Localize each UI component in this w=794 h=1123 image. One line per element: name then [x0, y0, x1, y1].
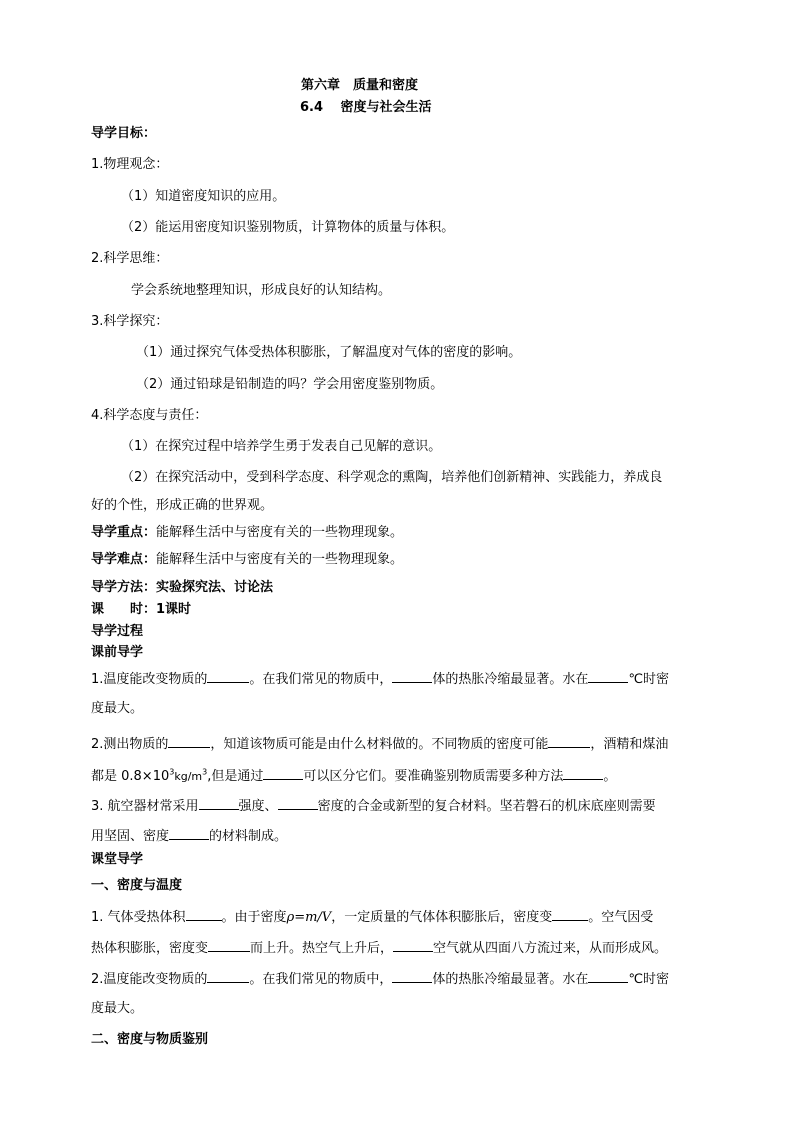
- section-density-identification: 二、密度与物质鉴别: [91, 1032, 209, 1047]
- pre-q2-line2: 都是 $0.8\times 10^3kg/m^3$,但是通过 可以区分它们。要准确鉴别物质需要多种方法 。: [91, 767, 617, 784]
- difficulty-text: 能解释生活中与密度有关的一些物理现象。: [156, 552, 404, 567]
- goal-4b-line2: 好的个性，形成正确的世界观。: [91, 498, 274, 513]
- section-title: 6.4 密度与社会生活: [300, 100, 432, 115]
- section-density-temperature: 一、密度与温度: [91, 878, 183, 893]
- difficulty-label: 导学难点：: [91, 552, 157, 567]
- class-q2-line1: 2.温度能改变物质的 。在我们常见的物质中， 体的热胀冷缩最显著。水在 ℃时密: [91, 972, 670, 987]
- pre-q3-line2: 用坚固、密度 的材料制成。: [91, 829, 288, 844]
- answer-blank[interactable]: [392, 670, 432, 683]
- goal-4b-line1: （2）在探究活动中，受到科学态度、科学观念的熏陶，培养他们创新精神、实践能力，养成良: [121, 470, 663, 485]
- goal-1b: （2）能运用密度知识鉴别物质，计算物体的质量与体积。: [121, 220, 455, 235]
- key-point-label: 导学重点：: [91, 525, 157, 540]
- goal-3b: （2）通过铅球是铅制造的吗？学会用密度鉴别物质。: [136, 377, 444, 392]
- period: 课 时：1课时: [91, 602, 192, 617]
- class-q1-line2: 热体积膨胀，密度变 而上升。热空气上升后， 空气就从四面八方流过来，从而形成风。: [91, 941, 668, 956]
- process-heading: 导学过程: [91, 624, 144, 639]
- key-point: [91, 525, 403, 541]
- class-q2-line2: 度最大。: [91, 1001, 144, 1016]
- answer-blank[interactable]: [199, 797, 239, 810]
- answer-blank[interactable]: [588, 970, 628, 983]
- goal-4: 4.科学态度与责任：: [91, 408, 208, 423]
- pre-q2-line1: 2.测出物质的 ，知道该物质可能是由什么材料做的。不同物质的密度可能 ，酒精和煤油: [91, 737, 669, 752]
- answer-blank[interactable]: [278, 797, 318, 810]
- answer-blank[interactable]: [552, 908, 588, 921]
- class-q1-line1: 1. 气体受热体积 。由于密度ρ=m/V，一定质量的气体体积膨胀后，密度变 。空气因受: [91, 910, 654, 925]
- answer-blank[interactable]: [168, 735, 210, 748]
- goals-heading: 导学目标：: [91, 126, 157, 141]
- goal-1: 1.物理观念：: [91, 157, 169, 172]
- answer-blank[interactable]: [393, 939, 433, 952]
- classroom-heading: 课堂导学: [91, 852, 144, 867]
- answer-blank[interactable]: [208, 939, 250, 952]
- chapter-title: 第六章 质量和密度: [301, 78, 419, 93]
- density-formula: ρ=m/V: [286, 910, 332, 925]
- difficulty-point: [91, 552, 403, 568]
- goal-4a: （1）在探究过程中培养学生勇于发表自己见解的意识。: [121, 439, 442, 454]
- pre-q3-line1: 3. 航空器材常采用 强度、 密度的合金或新型的复合材料。坚若磐石的机床底座则需要: [91, 799, 656, 814]
- key-point-text: 能解释生活中与密度有关的一些物理现象。: [156, 525, 404, 540]
- answer-blank[interactable]: [548, 735, 590, 748]
- answer-blank[interactable]: [207, 670, 249, 683]
- pre-q1-line2: 度最大。: [91, 701, 144, 716]
- goal-2a: 学会系统地整理知识，形成良好的认知结构。: [131, 283, 392, 298]
- answer-blank[interactable]: [563, 767, 603, 780]
- goal-2: 2.科学思维：: [91, 251, 169, 266]
- pre-class-heading: 课前导学: [91, 645, 144, 660]
- pre-q1-line1: 1.温度能改变物质的 。在我们常见的物质中， 体的热胀冷缩最显著。水在 ℃时密: [91, 672, 670, 687]
- answer-blank[interactable]: [588, 670, 628, 683]
- answer-blank[interactable]: [392, 970, 432, 983]
- method: 导学方法：实验探究法、讨论法: [91, 580, 274, 595]
- answer-blank[interactable]: [263, 767, 303, 780]
- goal-3a: （1）通过探究气体受热体积膨胀，了解温度对气体的密度的影响。: [136, 345, 522, 360]
- answer-blank[interactable]: [186, 908, 222, 921]
- goal-1a: （1）知道密度知识的应用。: [121, 189, 286, 204]
- goal-3: 3.科学探究：: [91, 314, 169, 329]
- answer-blank[interactable]: [207, 970, 249, 983]
- answer-blank[interactable]: [169, 827, 209, 840]
